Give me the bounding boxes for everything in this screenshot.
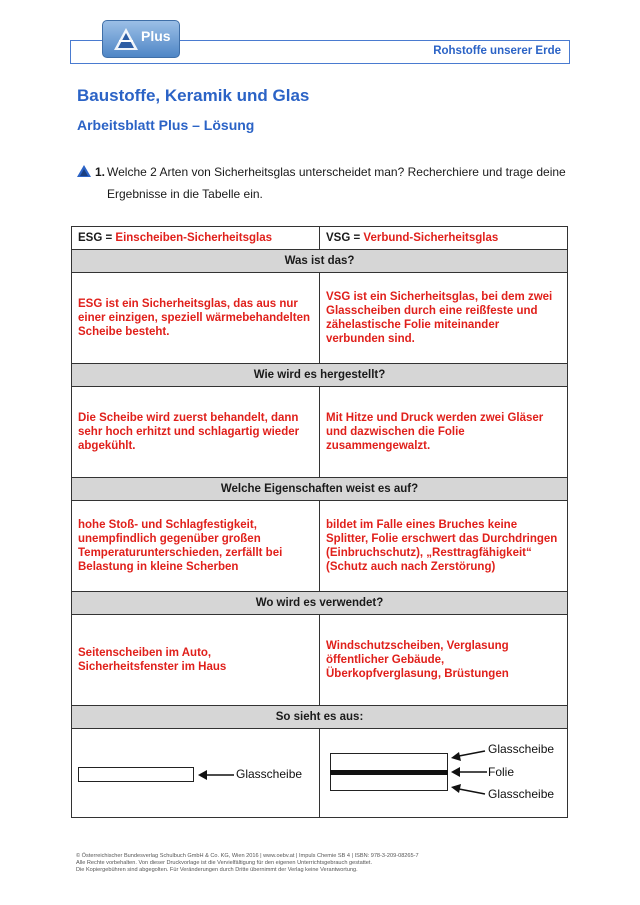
esg-glass-label: Glasscheibe	[236, 767, 303, 781]
answer-esg: Die Scheibe wird zuerst behandelt, dann sehr hoch erhitzt und schlagartig wieder abgekühlt.	[72, 387, 320, 478]
vsg-foil-label: Folie	[488, 765, 515, 779]
arrow-top-icon	[451, 749, 487, 761]
answer-vsg: VSG ist ein Sicherheitsglas, bei dem zwei Glasscheiben durch eine reißfeste und zähelastische Folie miteinander verbunden sind.	[320, 273, 568, 364]
answer-row	[72, 273, 568, 364]
task-1	[77, 161, 577, 205]
answer-vsg: Mit Hitze und Druck werden zwei Gläser und dazwischen die Folie zusammengewalzt.	[320, 387, 568, 478]
vsg-abbr: VSG	[326, 232, 351, 244]
glass-pane	[78, 767, 194, 782]
section-heading-row	[72, 706, 568, 729]
footer-line: Alle Rechte vorbehalten. Von dieser Druckvorlage ist die Vervielfältigung für den eigenen Unterrichtsgebrauch gestattet.	[76, 860, 373, 866]
footer-line: Die Kopiergebühren sind abgegolten. Für Veränderungen durch Dritte übernimmt der Verlag keine Verantwortung.	[76, 867, 358, 873]
logo-text: Plus	[141, 28, 171, 44]
diagram-row	[72, 729, 568, 818]
answer-esg: hohe Stoß- und Schlagfestigkeit, unempfindlich gegenüber großen Temperaturunterschieden, zerfällt bei Belastung in kleine Scherben	[72, 501, 320, 592]
foil-layer	[330, 770, 448, 775]
vsg-bottom-glass-label: Glasscheibe	[488, 787, 555, 801]
answer-row	[72, 501, 568, 592]
answer-vsg: Windschutzscheiben, Verglasung öffentlicher Gebäude, Überkopfverglasung, Brüstungen	[320, 615, 568, 706]
header-vsg	[320, 227, 568, 250]
vsg-diagram-cell	[320, 729, 568, 818]
task-number: 1.	[95, 165, 106, 179]
footer	[76, 853, 566, 874]
esg-diagram	[72, 729, 319, 817]
footer-line: © Österreichischer Bundesverlag Schulbuch GmbH & Co. KG, Wien 2016 | www.oebv.at | Impuls Chemie SB 4 | ISBN: 978-3-209-08265-7	[76, 853, 419, 859]
esg-eq: =	[102, 232, 116, 244]
section-heading: So sieht es aus:	[72, 706, 568, 729]
triangle-task-icon	[77, 165, 91, 177]
vsg-top-glass-label: Glasscheibe	[488, 742, 555, 756]
section-heading: Welche Eigenschaften weist es auf?	[72, 478, 568, 501]
arrow-left-icon	[198, 769, 234, 781]
table-header-row	[72, 227, 568, 250]
answer-esg: Seitenscheiben im Auto, Sicherheitsfenster im Haus	[72, 615, 320, 706]
triangle-logo-icon	[113, 27, 139, 51]
answer-vsg: bildet im Falle eines Bruches keine Splitter, Folie erschwert das Durchdringen (Einbruchschutz), „Resttragfähigkeit“ (Schutz auch nach Zerstörung)	[320, 501, 568, 592]
answer-esg: ESG ist ein Sicherheitsglas, das aus nur einer einzigen, speziell wärmebehandelten Scheibe besteht.	[72, 273, 320, 364]
section-title: Rohstoffe unserer Erde	[433, 45, 561, 57]
arrow-mid-icon	[451, 766, 487, 778]
answer-row	[72, 615, 568, 706]
section-heading: Was ist das?	[72, 250, 568, 273]
task-text: Welche 2 Arten von Sicherheitsglas unterscheidet man? Recherchiere und trage deine Ergebnisse in die Tabelle ein.	[107, 165, 566, 201]
vsg-name: Verbund-Sicherheitsglas	[363, 232, 499, 244]
page-subtitle: Arbeitsblatt Plus – Lösung	[77, 117, 255, 133]
section-heading: Wo wird es verwendet?	[72, 592, 568, 615]
header-esg	[72, 227, 320, 250]
section-heading-row	[72, 364, 568, 387]
plus-logo	[102, 20, 180, 58]
section-heading-row	[72, 592, 568, 615]
esg-diagram-cell	[72, 729, 320, 818]
section-heading: Wie wird es hergestellt?	[72, 364, 568, 387]
page-title: Baustoffe, Keramik und Glas	[77, 86, 310, 105]
vsg-eq: =	[350, 232, 364, 244]
answer-row	[72, 387, 568, 478]
esg-name: Einscheiben-Sicherheitsglas	[115, 232, 272, 244]
esg-abbr: ESG	[78, 232, 103, 244]
vsg-diagram	[320, 729, 567, 817]
arrow-bottom-icon	[451, 784, 487, 796]
section-heading-row	[72, 478, 568, 501]
safety-glass-table	[71, 226, 568, 818]
section-heading-row	[72, 250, 568, 273]
